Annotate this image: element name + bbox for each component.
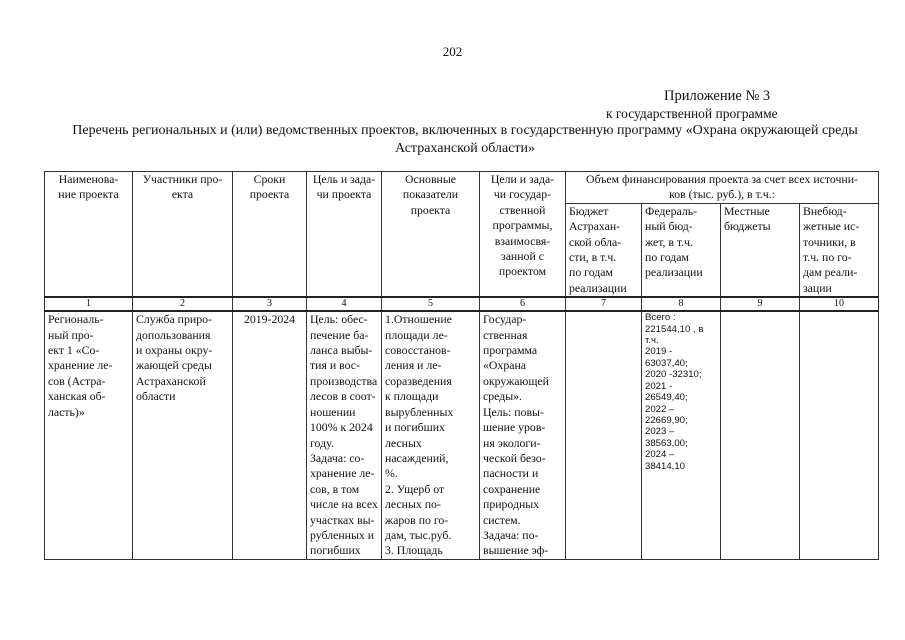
column-number: 3 [233,297,307,311]
header-indicators: Основные показатели проекта [382,172,480,298]
projects-table [44,171,879,560]
column-number: 10 [800,297,879,311]
cell-participants: Служба приро- допользования и охраны окру- жающей среды Астраханской области [133,311,233,559]
appendix-subtitle: к государственной программе [606,106,778,121]
column-number-row [45,297,879,311]
cell-indicators: 1.Отношение площади ле- совосстанов- ления и ле- соразведения к площади вырубленных и погибших лесных насаждений, %. 2. Ущерб от лесных по- жаров по го- дам, тыс.руб. 3. Площадь [382,311,480,559]
document-title: Перечень региональных и (или) ведомственных проектов, включенных в государственную программу «Охрана окружающей среды Астраханской области» [72,123,858,156]
column-number: 1 [45,297,133,311]
cell-goal: Цель: обес- печение ба- ланса выбы- тия и вос- производства лесов в соот- ношении 100% к 2024 году. Задача: со- хранение ле- сов, в том числе на всех участках вы- рубленных и погибших [307,311,382,559]
header-terms: Сроки проекта [233,172,307,298]
column-number: 8 [642,297,721,311]
column-number: 6 [480,297,566,311]
cell-budget-extra [800,311,879,559]
header-state-goals: Цели и зада- чи государ- ственной программы, взаимосвя- занной с проектом [480,172,566,298]
column-number: 9 [721,297,800,311]
cell-terms: 2019-2024 [233,311,307,559]
column-number: 7 [566,297,642,311]
cell-budget-federal: Всего : 221544,10 , в т.ч. 2019 - 63037,40; 2020 -32310; 2021 - 26549,40; 2022 – 22669,90; 2023 – 38563,00; 2024 – 38414,10 [642,311,721,559]
header-funding: Объем финансирования проекта за счет всех источни- ков (тыс. руб.), в т.ч.: [566,172,879,204]
header-goal: Цель и зада- чи проекта [307,172,382,298]
header-budget-local: Местные бюджеты [721,203,800,297]
header-budget-extra: Внебюд- жетные ис- точники, в т.ч. по го- дам реали- зации [800,203,879,297]
column-number: 4 [307,297,382,311]
cell-budget-region [566,311,642,559]
appendix-title: Приложение № 3 [664,88,771,104]
table-row [45,311,879,559]
column-number: 2 [133,297,233,311]
header-budget-federal: Федераль- ный бюд- жет, в т.ч. по годам реализации [642,203,721,297]
header-name: Наименова- ние проекта [45,172,133,298]
cell-budget-local [721,311,800,559]
page-number: 202 [442,44,463,59]
header-budget-region: Бюджет Астрахан- ской обла- сти, в т.ч. по годам реализации [566,203,642,297]
header-participants: Участники про- екта [133,172,233,298]
cell-state-goals: Государ- ственная программа «Охрана окружающей среды». Цель: повы- шение уров- ня экологи- ческой безо- пасности и сохранение природных систем. Задача: по- вышение эф- [480,311,566,559]
cell-project-name: Региональ- ный про- ект 1 «Со- хранение ле- сов (Астра- ханская об- ласть)» [45,311,133,559]
column-number: 5 [382,297,480,311]
